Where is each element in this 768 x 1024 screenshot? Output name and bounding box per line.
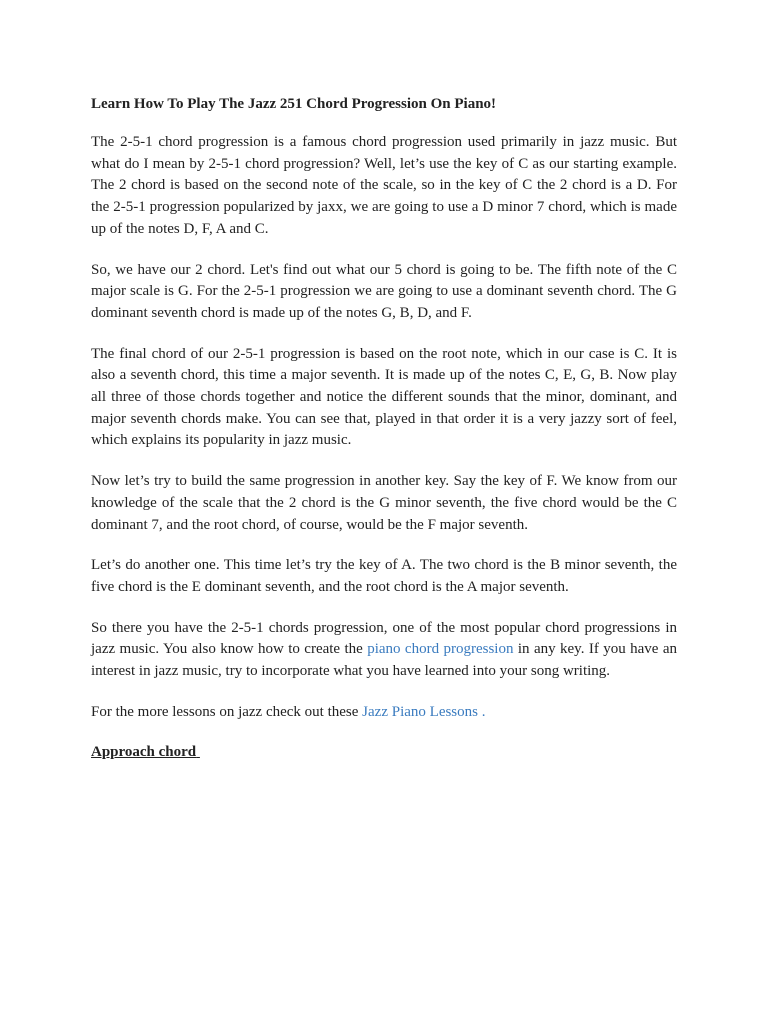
paragraph-1: The 2-5-1 chord progression is a famous chord progression used primarily in jazz music. But what do I mean by 2-5-1 chord progression? Well, let’s use the key of C as our starting example. The 2 chord is based on the second note of the scale, so in the key of C the 2 chord is a D. For the 2-5-1 progression popularized by jaxx, we are going to use a D minor 7 chord, which is made up of the notes D, F, A and C. [91, 134, 677, 237]
paragraph-7 [91, 702, 677, 724]
jazz-piano-lessons-link[interactable]: Jazz Piano Lessons [362, 703, 478, 720]
paragraph-6 [91, 618, 677, 683]
approach-chord-heading-text: Approach chord [91, 744, 197, 761]
paragraph-5: Let’s do another one. This time let’s try the key of A. The two chord is the B minor seventh, the five chord is the E dominant seventh, and the root chord is the A major seventh. [91, 557, 677, 595]
paragraph-6-text-after: in any key. If you have an interest in jazz music, try to incorporate what you have learned into your song writing. [91, 641, 678, 680]
paragraph-3: The final chord of our 2-5-1 progression is based on the root note, which in our case is C. It is also a seventh chord, this time a major seventh. It is made up of the notes C, E, G, B. Now play all three of those chords together and notice the different sounds that the minor, dominant, and major seventh chords make. You can see that, played in that order it is a very jazzy sort of feel, which explains its popularity in jazz music. [91, 345, 677, 449]
paragraph-4: Now let’s try to build the same progression in another key. Say the key of F. We know from our knowledge of the scale that the 2 chord is the G minor seventh, the five chord would be the C dominant 7, and the root chord, of course, would be the F major seventh. [91, 473, 677, 533]
piano-chord-progression-link[interactable]: piano chord progression [367, 641, 514, 658]
heading-underline-filler [196, 742, 218, 762]
paragraph-2: So, we have our 2 chord. Let's find out what our 5 chord is going to be. The fifth note of the C major scale is G. For the 2-5-1 progression we are going to use a dominant seventh chord. The G dominant seventh chord is made up of the notes G, B, D, and F. [91, 261, 677, 321]
paragraph-7-text-after: . [477, 703, 486, 720]
paragraph-6-text-before: So there you have the 2-5-1 chords progression, one of the most popular chord progressions in jazz music. You also know how to create the [91, 619, 677, 658]
paragraph-7-text-before: For the more lessons on jazz check out these [91, 703, 363, 720]
approach-chord-heading [91, 742, 677, 762]
document-title: Learn How To Play The Jazz 251 Chord Progression On Piano! [91, 96, 497, 112]
